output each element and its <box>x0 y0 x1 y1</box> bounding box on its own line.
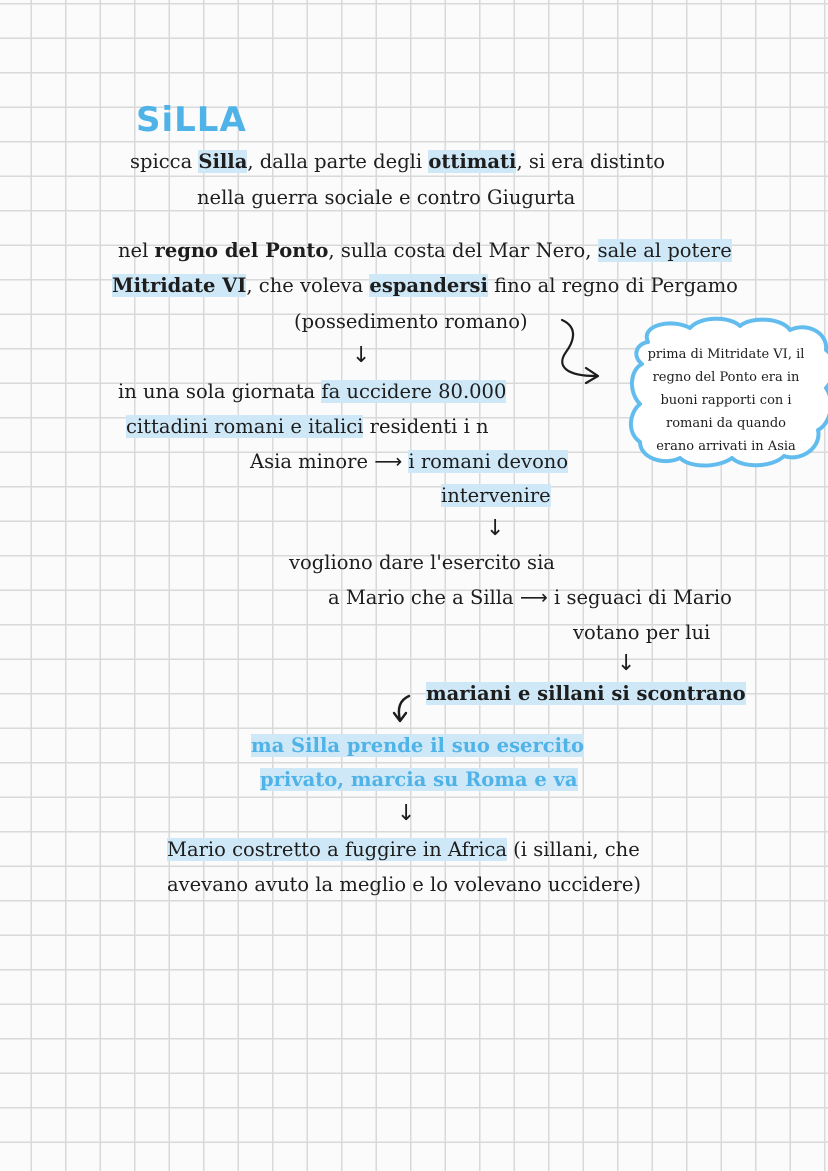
keyword-regno-ponto: regno del Ponto <box>154 239 329 262</box>
line-10: vogliono dare l'esercito sia <box>289 551 555 574</box>
highlight-mario-fugge: Mario costretto a fuggire in Africa <box>167 838 507 861</box>
arrow-right-icon: ⟶ <box>374 450 403 473</box>
arrow-down-icon: ↓ <box>617 651 636 676</box>
keyword-ottimati: ottimati <box>428 150 517 173</box>
keyword-espandersi: espandersi <box>369 274 488 297</box>
text: residenti i n <box>363 415 489 438</box>
text: nel <box>118 239 155 262</box>
text: fino al regno di Pergamo <box>487 274 738 297</box>
arrow-down-icon: ↓ <box>486 516 505 541</box>
cloud-note <box>640 343 812 458</box>
arrow-down-icon: ↓ <box>397 801 416 826</box>
text: , si era distinto <box>516 150 665 173</box>
cloud-line: regno del Ponto era in <box>652 370 800 385</box>
arrow-right-icon: ⟶ <box>519 586 548 609</box>
highlight-silla-esercito: ma Silla prende il suo esercito <box>251 734 585 757</box>
highlight-fa-uccidere: fa uccidere 80.000 <box>321 380 507 403</box>
keyword-silla: Silla <box>198 150 248 173</box>
cloud-line: erano arrivati in Asia <box>656 439 796 454</box>
text: in una sola giornata <box>118 380 322 403</box>
cloud-line: romani da quando <box>666 416 786 431</box>
arrow-down-icon: ↓ <box>352 343 371 368</box>
highlight-romani-devono: i romani devono <box>408 450 569 473</box>
text: (i sillani, che <box>506 838 640 861</box>
text: , sulla costa del Mar Nero, <box>328 239 598 262</box>
highlight-sale-al-potere: sale al potere <box>597 239 732 262</box>
line-17: avevano avuto la meglio e lo volevano uccidere) <box>167 873 641 896</box>
text: , che voleva <box>246 274 370 297</box>
keyword-scontro: mariani e sillani si scontrano <box>426 682 746 705</box>
keyword-mitridate: Mitridate VI <box>112 274 247 297</box>
text: spicca <box>130 150 199 173</box>
line-2: nella guerra sociale e contro Giugurta <box>197 186 576 209</box>
page-title: SiLLA <box>136 100 247 140</box>
line-12: votano per lui <box>573 621 711 644</box>
curved-arrow-icon <box>562 320 596 376</box>
cloud-line: buoni rapporti con i <box>660 393 792 408</box>
cloud-line: prima di Mitridate VI, il <box>647 347 805 362</box>
line-5: (possedimento romano) <box>294 310 528 333</box>
text: , dalla parte degli <box>247 150 429 173</box>
text: a Mario che a Silla <box>328 586 520 609</box>
highlight-intervenire: intervenire <box>441 484 551 507</box>
text: Asia minore <box>250 450 375 473</box>
text: i seguaci di Mario <box>554 586 732 609</box>
highlight-marcia-roma: privato, marcia su Roma e va <box>260 768 578 791</box>
highlight-cittadini: cittadini romani e italici <box>126 415 364 438</box>
